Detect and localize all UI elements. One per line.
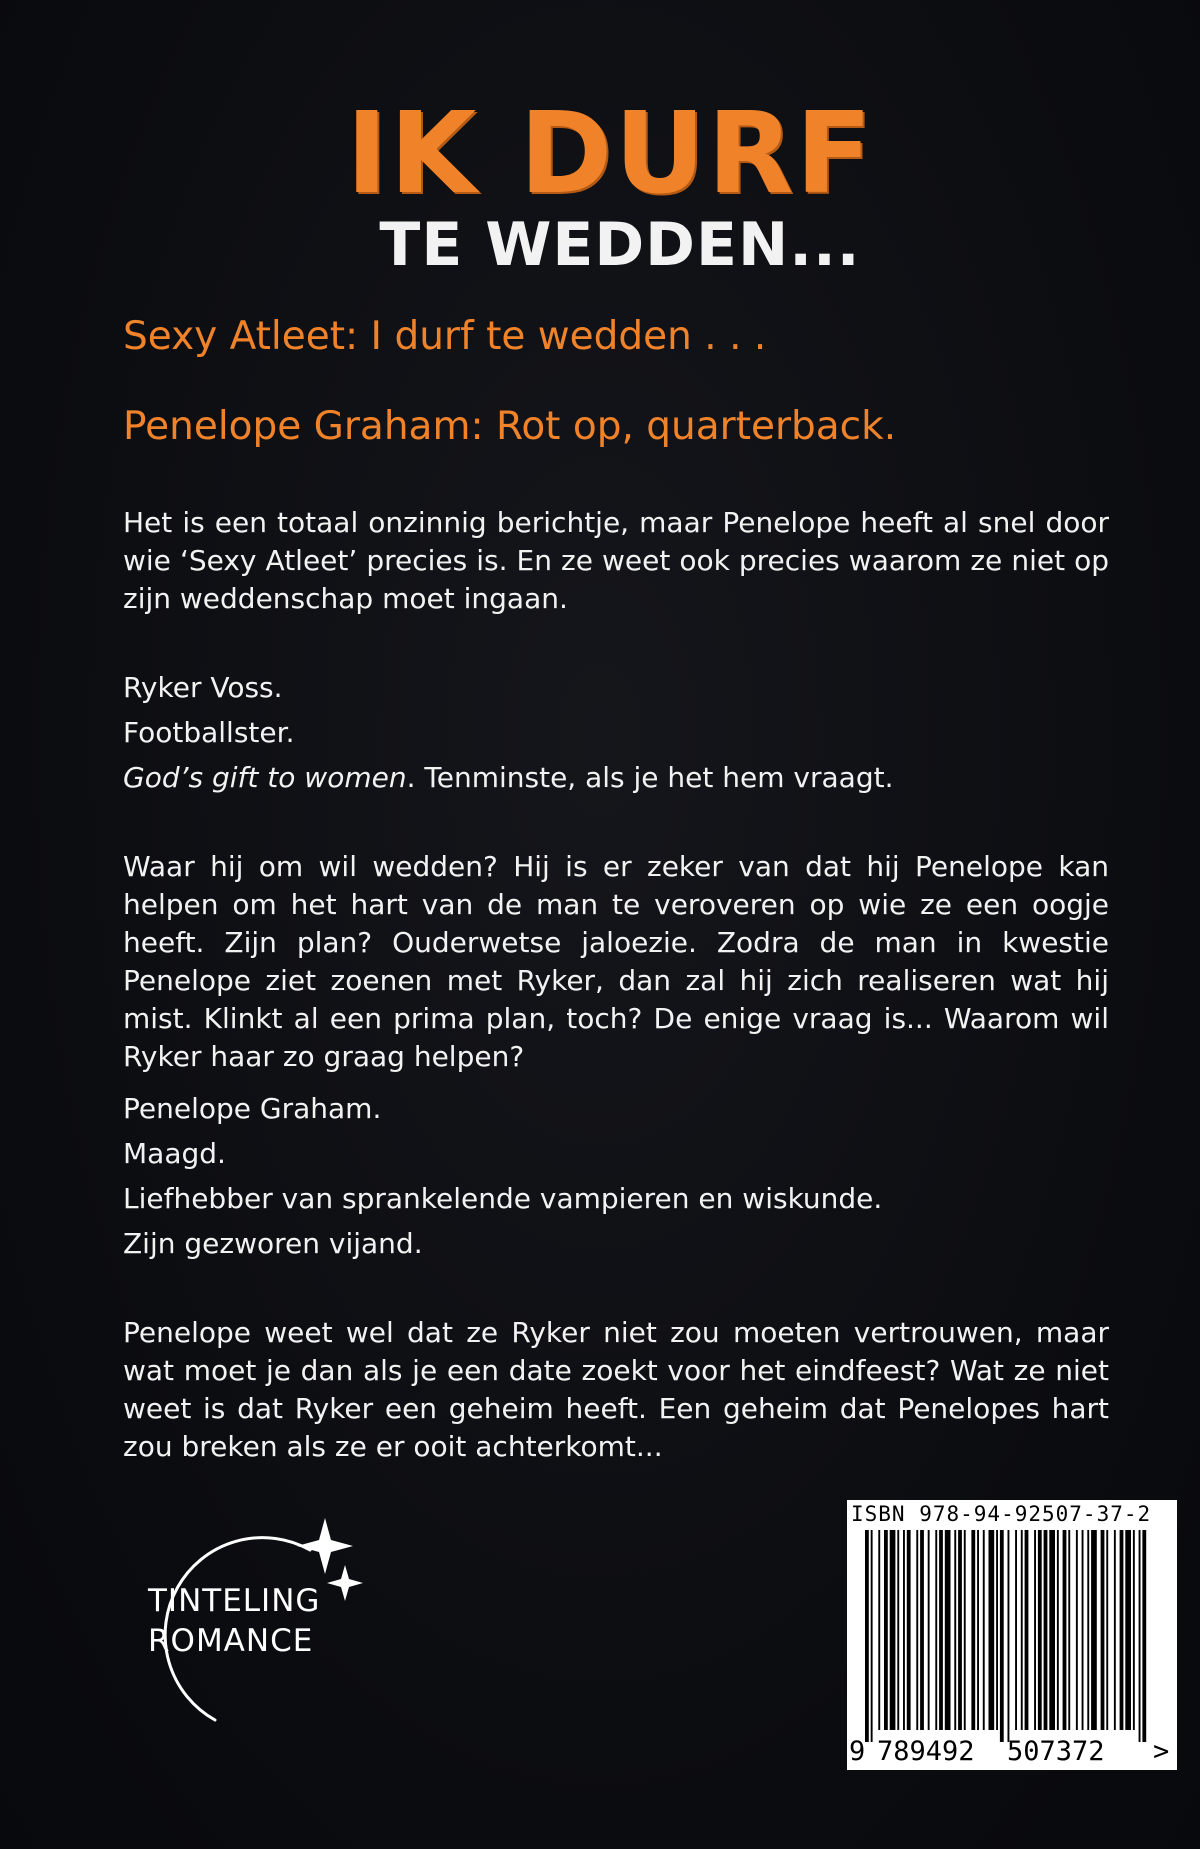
- barcode-bar: [1125, 1530, 1131, 1730]
- barcode-bar: [958, 1530, 962, 1730]
- barcode-bar: [878, 1530, 880, 1730]
- barcode-bar: [1076, 1530, 1078, 1730]
- paragraph-intro: Het is een totaal onzinnig berichtje, maar Penelope heeft al snel door wie ‘Sexy Atleet’ precies is. En ze weet ook precies waarom ze niet op zijn weddenschap moet ingaan.: [123, 506, 1109, 615]
- barcode-bar: [1091, 1530, 1097, 1730]
- isbn-barcode: [847, 1500, 1177, 1770]
- tagline-sexy-atleet: Sexy Atleet: I durf te wedden . . .: [123, 314, 767, 359]
- penelope-line-hobby: Liefhebber van sprankelende vampieren en wiskunde.: [123, 1182, 883, 1215]
- barcode-bar: [1114, 1530, 1116, 1730]
- barcode-bar: [1044, 1530, 1048, 1730]
- barcode-bar: [1106, 1530, 1108, 1730]
- barcode-bar: [871, 1530, 873, 1742]
- barcode-bar: [1021, 1530, 1023, 1730]
- title-sub: TE WEDDEN...: [379, 210, 861, 280]
- barcode-bar: [964, 1530, 966, 1730]
- barcode-bar: [1082, 1530, 1084, 1730]
- barcode-bar: [903, 1530, 905, 1730]
- ean-arrow: >: [1153, 1736, 1170, 1767]
- barcode-bar: [971, 1530, 975, 1730]
- barcode-bar: [935, 1530, 937, 1730]
- barcode-bar: [977, 1530, 979, 1730]
- ryker-gift-rest: . Tenminste, als je het hem vraagt.: [406, 761, 894, 794]
- isbn-label: ISBN 978-94-92507-37-2: [851, 1502, 1152, 1526]
- barcode-bar: [1025, 1530, 1029, 1730]
- barcode-bar: [1000, 1530, 1004, 1742]
- barcode-bars: [865, 1530, 1165, 1745]
- barcode-bar: [1068, 1530, 1070, 1730]
- barcode-bar: [1015, 1530, 1017, 1730]
- paragraph-plan: Waar hij om wil wedden? Hij is er zeker van dat hij Penelope kan helpen om het hart van de man te veroveren op wie ze een oogje heeft. Zijn plan? Ouderwetse jaloezie. Zodra de man in kwestie Penelope ziet zoenen met Ryker, dan zal hij zich realiseren wat hij mist. Klinkt al een prima plan, toch? De enige vraag is... Waarom wil Ryker haar zo graag helpen?: [123, 850, 1109, 1073]
- barcode-bar: [907, 1530, 911, 1730]
- barcode-bar: [989, 1530, 995, 1730]
- ryker-line-name: Ryker Voss.: [123, 671, 283, 704]
- barcode-bar: [1142, 1530, 1146, 1742]
- tagline-penelope: Penelope Graham: Rot op, quarterback.: [123, 404, 897, 449]
- ean-left-group: 789492: [877, 1736, 975, 1767]
- barcode-bar: [1139, 1530, 1141, 1742]
- penelope-line-name: Penelope Graham.: [123, 1092, 382, 1125]
- barcode-bar: [1101, 1530, 1105, 1730]
- barcode-bar: [1063, 1530, 1067, 1730]
- ryker-line-role: Footballster.: [123, 716, 295, 749]
- barcode-bar: [954, 1530, 956, 1730]
- barcode-bar: [945, 1530, 951, 1730]
- penelope-line-maagd: Maagd.: [123, 1137, 226, 1170]
- barcode-bar: [983, 1530, 985, 1730]
- barcode-bar: [996, 1530, 998, 1730]
- barcode-bar: [884, 1530, 888, 1730]
- barcode-bar: [1120, 1530, 1124, 1730]
- book-title: [0, 89, 1200, 280]
- publisher-name-line2: ROMANCE: [148, 1623, 314, 1659]
- sparkle-small-icon: [327, 1565, 363, 1601]
- ean-right-group: 507372: [1007, 1736, 1105, 1767]
- barcode-bar: [939, 1530, 943, 1730]
- barcode-bar: [1087, 1530, 1089, 1730]
- barcode-bar: [928, 1530, 930, 1730]
- sparkle-large-icon: [297, 1518, 353, 1574]
- barcode-bar: [1038, 1530, 1042, 1730]
- barcode-bar: [1008, 1530, 1010, 1742]
- barcode-bar: [920, 1530, 924, 1730]
- ryker-line-gift: [123, 761, 893, 794]
- barcode-bar: [916, 1530, 918, 1730]
- barcode-bar: [1057, 1530, 1059, 1730]
- publisher-name-line1: TINTELING: [148, 1583, 321, 1619]
- paragraph-secret: Penelope weet wel dat ze Ryker niet zou moeten vertrouwen, maar wat moet je dan als je een date zoekt voor het eindfeest? Wat ze niet weet is dat Ryker een geheim heeft. Een geheim dat Penelopes hart zou breken als ze er ooit achterkomt...: [123, 1316, 1109, 1463]
- barcode-bar: [897, 1530, 899, 1730]
- barcode-bar: [1049, 1530, 1055, 1730]
- barcode-bar: [1034, 1530, 1036, 1730]
- barcode-bar: [1133, 1530, 1135, 1730]
- ryker-gift-italic: God’s gift to women: [123, 761, 407, 794]
- barcode-bar: [865, 1530, 869, 1742]
- barcode-bar: [890, 1530, 896, 1730]
- penelope-line-enemy: Zijn gezworen vijand.: [123, 1227, 423, 1260]
- ean-first-digit: 9: [849, 1736, 866, 1767]
- title-main: IK DURF: [345, 89, 875, 219]
